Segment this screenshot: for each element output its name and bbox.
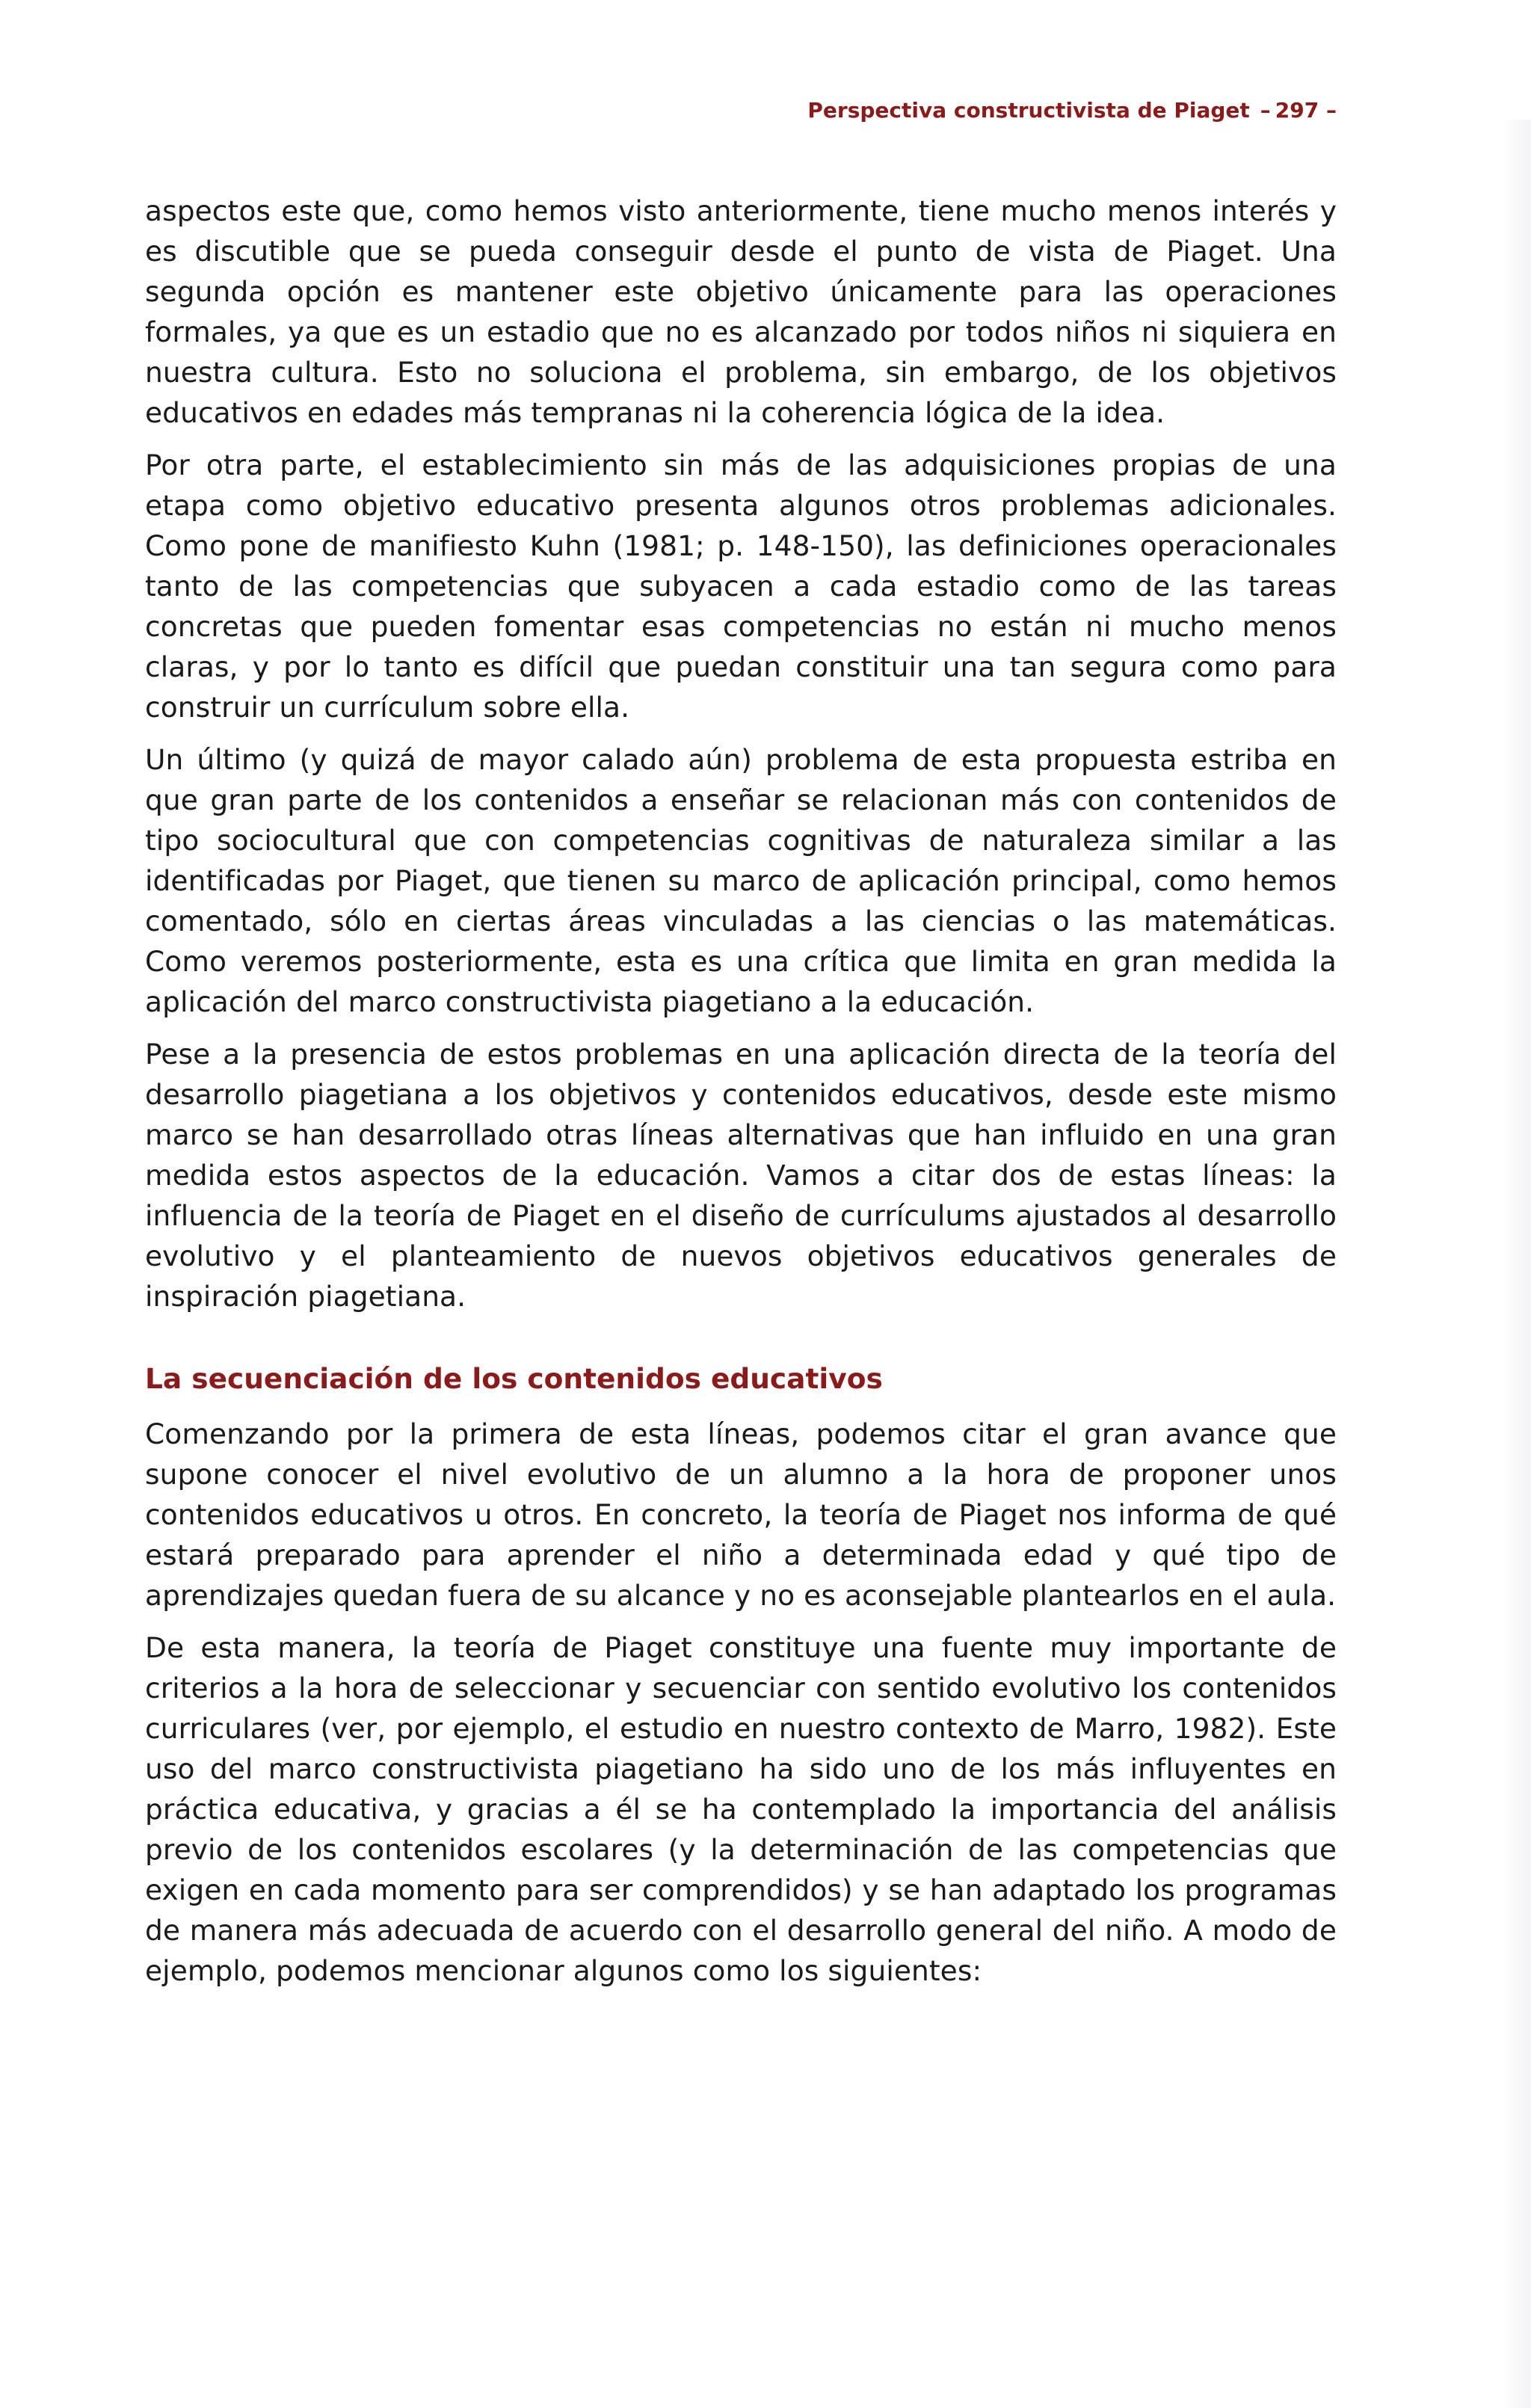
paragraph-6: De esta manera, la teoría de Piaget constituye una fuente muy importante de criterios a la hora de seleccionar y secuenciar con sentido evolutivo los contenidos curriculares (ver, por ejemplo, el estudio en nuestro contexto de Marro, 1982). Este uso del marco constructivista piagetiano ha sido uno de los más influyentes en práctica educativa, y gracias a él se ha contemplado la importancia del análisis previo de los contenidos escolares (y la determinación de las competencias que exigen en cada momento para ser comprendidos) y se han adaptado los programas de manera más adecuada de acuerdo con el desarrollo general del niño. A modo de ejemplo, podemos mencionar algunos como los siguientes: <box>145 1631 1337 1987</box>
paragraph-1: aspectos este que, como hemos visto anteriormente, tiene mucho menos interés y es discutible que se pueda conseguir desde el punto de vista de Piaget. Una segunda opción es mantener este objetivo únicamente para las operaciones formales, ya que es un estadio que no es alcanzado por todos niños ni siquiera en nuestra cultura. Esto no soluciona el problema, sin embargo, de los objetivos educativos en edades más tempranas ni la coherencia lógica de la idea. <box>145 194 1337 429</box>
paragraph-5: Comenzando por la primera de esta líneas, podemos citar el gran avance que supone conocer el nivel evolutivo de un alumno a la hora de proponer unos contenidos educativos u otros. En concreto, la teoría de Piaget nos informa de qué estará preparado para aprender el niño a determinada edad y qué tipo de aprendizajes quedan fuera de su alcance y no es aconsejable plantearlos en el aula. <box>145 1417 1337 1612</box>
paragraph-4: Pese a la presencia de estos problemas en una aplicación directa de la teoría del desarrollo piagetiana a los objetivos y contenidos educativos, desde este mismo marco se han desarrollado otras líneas alternativas que han influido en una gran medida estos aspectos de la educación. Vamos a citar dos de estas líneas: la influencia de la teoría de Piaget en el diseño de currículums ajustados al desarrollo evolutivo y el planteamiento de nuevos objetivos educativos generales de inspiración piagetiana. <box>145 1038 1337 1313</box>
body-text <box>145 191 1337 2003</box>
section-heading: La secuenciación de los contenidos educativos <box>145 1362 883 1395</box>
paragraph-3: Un último (y quizá de mayor calado aún) problema de esta propuesta estriba en que gran parte de los contenidos a enseñar se relacionan más con contenidos de tipo sociocultural que con competencias cognitivas de naturaleza similar a las identificadas por Piaget, que tienen su marco de aplicación principal, como hemos comentado, sólo en ciertas áreas vinculadas a las ciencias o las matemáticas. Como veremos posteriormente, esta es una crítica que limita en gran medida la aplicación del marco constructivista piagetiano a la educación. <box>145 743 1337 1018</box>
page-edge-shade <box>1501 120 1531 2408</box>
running-title: Perspectiva constructivista de Piaget <box>807 98 1250 123</box>
header-dash-left: – <box>1260 98 1271 123</box>
page-number: 297 <box>1275 98 1319 123</box>
paragraph-2: Por otra parte, el establecimiento sin más de las adquisiciones propias de una etapa como objetivo educativo presenta algunos otros problemas adicionales. Como pone de manifiesto Kuhn (1981; p. 148-150), las definiciones operacionales tanto de las competencias que subyacen a cada estadio como de las tareas concretas que pueden fomentar esas competencias no están ni mucho menos claras, y por lo tanto es difícil que puedan constituir una tan segura como para construir un currículum sobre ella. <box>145 449 1337 724</box>
running-header <box>145 96 1337 126</box>
header-dash-right: – <box>1326 98 1337 123</box>
